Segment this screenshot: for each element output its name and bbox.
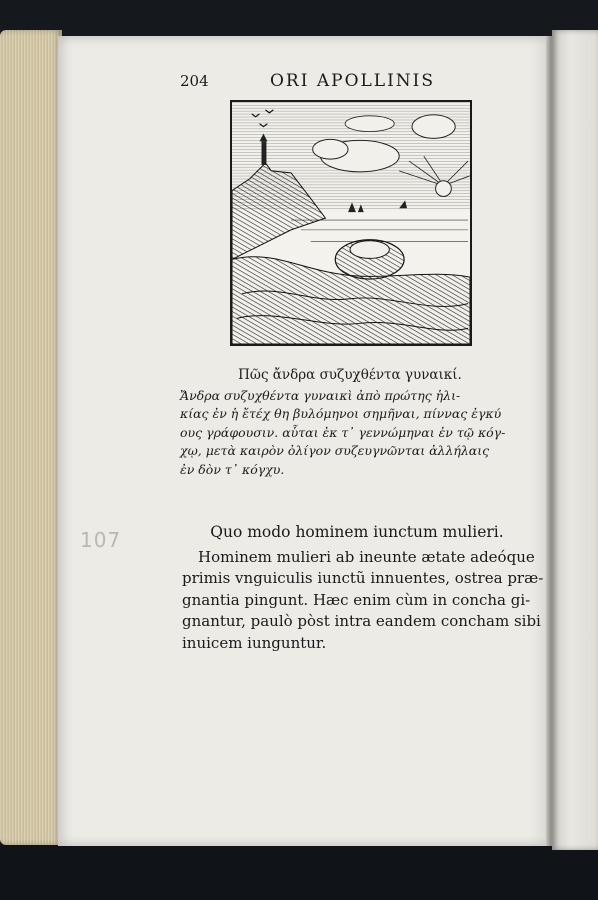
latin-line: Hominem mulieri ab ineunte ætate adeóque: [198, 547, 535, 566]
greek-line: χῳ, μετὰ καιρὸν ὀλίγον συζευγνῶνται ἀλλήλαις: [180, 443, 490, 458]
greek-line: Ἄνδρα συζυχθέντα γυναικὶ ἀπὸ πρώτης ἡλι-: [180, 387, 461, 403]
latin-line: gnantur, paulò pòst intra eandem concham sibi: [182, 612, 541, 630]
greek-text-block: [180, 366, 520, 479]
latin-line: primis vnguiculis iunctũ innuentes, ostrea præ-: [182, 569, 544, 587]
latin-line: inuicem iunguntur.: [182, 633, 327, 652]
pencil-margin-note: 107: [80, 528, 122, 552]
greek-heading: Πῶς ἄνδρα συζυχθέντα γυναικί.: [238, 367, 462, 383]
greek-line: ἐν δὸν τ᾽ κόγχυ.: [180, 461, 285, 477]
greek-line: κίας ἐν ἡ ἔτέχ θη βυλόμηνοι σημῆναι, πίννας ἐγκύ: [180, 406, 502, 421]
woodcut-illustration: [230, 100, 472, 346]
greek-line: ους γράφουσιν. αὗται ἐκ τ᾽ γεννώμηναι ἐν τῷ κόγ-: [180, 424, 506, 440]
woodcut-landscape-image: [232, 102, 470, 344]
latin-heading: Quo modo hominem iunctum mulieri.: [210, 523, 504, 541]
page-number: 204: [180, 72, 209, 90]
latin-line: gnantia pingunt. Hæc enim cùm in concha gi-: [182, 590, 531, 609]
page-block-edges: [0, 30, 62, 845]
page-header: [180, 72, 480, 94]
facing-page-edge: [552, 30, 598, 850]
latin-text-block: [182, 522, 544, 654]
running-title: ORI APOLLINIS: [270, 71, 436, 91]
